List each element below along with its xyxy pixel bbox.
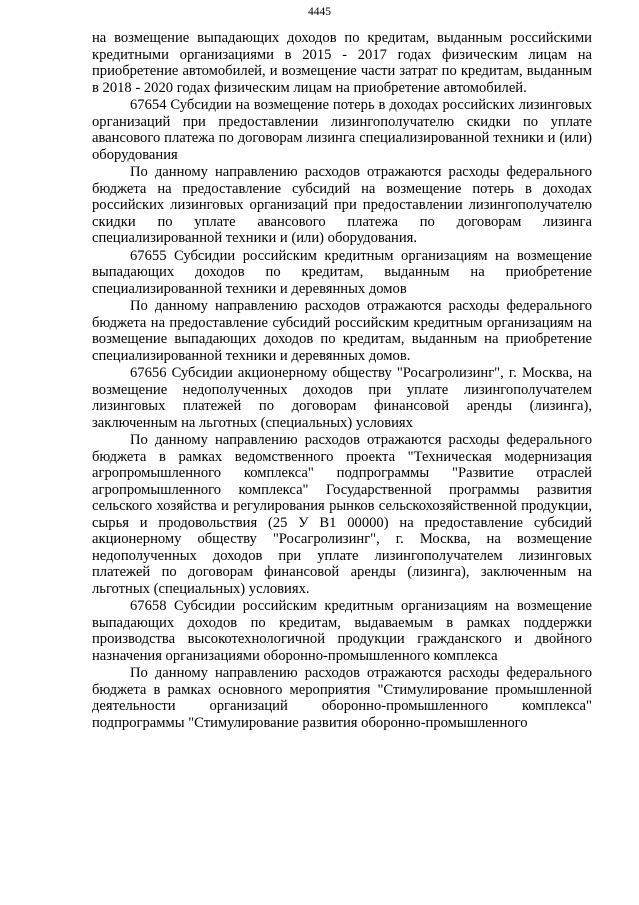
paragraph-description-67655: По данному направлению расходов отражаются расходы федерального бюджета на предоставление субсидий российским кредитным организациям на возмещение выпадающих доходов по кредитам, выданным на приобретение специализированной техники и деревянных домов. — [92, 298, 592, 364]
paragraph-description-67654: По данному направлению расходов отражаются расходы федерального бюджета на предоставление субсидий на возмещение потерь в доходах российских лизинговых организаций при предоставлении лизингополучателю скидки по уплате авансового платежа по договорам лизинга специализированной техники и (или) оборудования. — [92, 164, 592, 246]
document-body — [92, 30, 592, 732]
paragraph-heading-67655: 67655 Субсидии российским кредитным организациям на возмещение выпадающих доходов по кредитам, выданным на приобретение специализированной техники и деревянных домов — [92, 247, 592, 297]
paragraph-description-67658: По данному направлению расходов отражаются расходы федерального бюджета в рамках основного мероприятия "Стимулирование промышленной деятельности организаций оборонно-промышленного комплекса" подпрограммы "Стимулирование развития оборонно-промышленного — [92, 665, 592, 731]
paragraph-heading-67654: 67654 Субсидии на возмещение потерь в доходах российских лизинговых организаций при предоставлении лизингополучателю скидки по уплате авансового платежа по договорам лизинга специализированной техники и (или) оборудования — [92, 97, 592, 163]
page-number: 4445 — [308, 6, 331, 18]
paragraph-heading-67656: 67656 Субсидии акционерному обществу "Росагролизинг", г. Москва, на возмещение недополученных доходов при уплате лизингополучателем лизинговых платежей по договорам финансовой аренды (лизинга), заключенным на льготных (специальных) условиях — [92, 365, 592, 431]
paragraph-description-67656: По данному направлению расходов отражаются расходы федерального бюджета в рамках ведомственного проекта "Техническая модернизация агропромышленного комплекса" подпрограммы "Развитие отраслей агропромышленного комплекса" Государственной программы развития сельского хозяйства и регулирования рынков сельскохозяйственной продукции, сырья и продовольствия (25 У В1 00000) на предоставление субсидий акционерному обществу "Росагролизинг", г. Москва, на возмещение недополученных доходов при уплате лизингополучателем лизинговых платежей по договорам финансовой аренды (лизинга), заключенным на льготных (специальных) условиях. — [92, 432, 592, 597]
paragraph-heading-67658: 67658 Субсидии российским кредитным организациям на возмещение выпадающих доходов по кредитам, выдаваемым в рамках поддержки производства высокотехнологичной продукции гражданского и двойного назначения организациями оборонно-промышленного комплекса — [92, 598, 592, 664]
paragraph-continuation: на возмещение выпадающих доходов по кредитам, выданным российскими кредитными организациями в 2015 - 2017 годах физическим лицам на приобретение автомобилей, и возмещение части затрат по кредитам, выданным в 2018 - 2020 годах физическим лицам на приобретение автомобилей. — [92, 30, 592, 96]
